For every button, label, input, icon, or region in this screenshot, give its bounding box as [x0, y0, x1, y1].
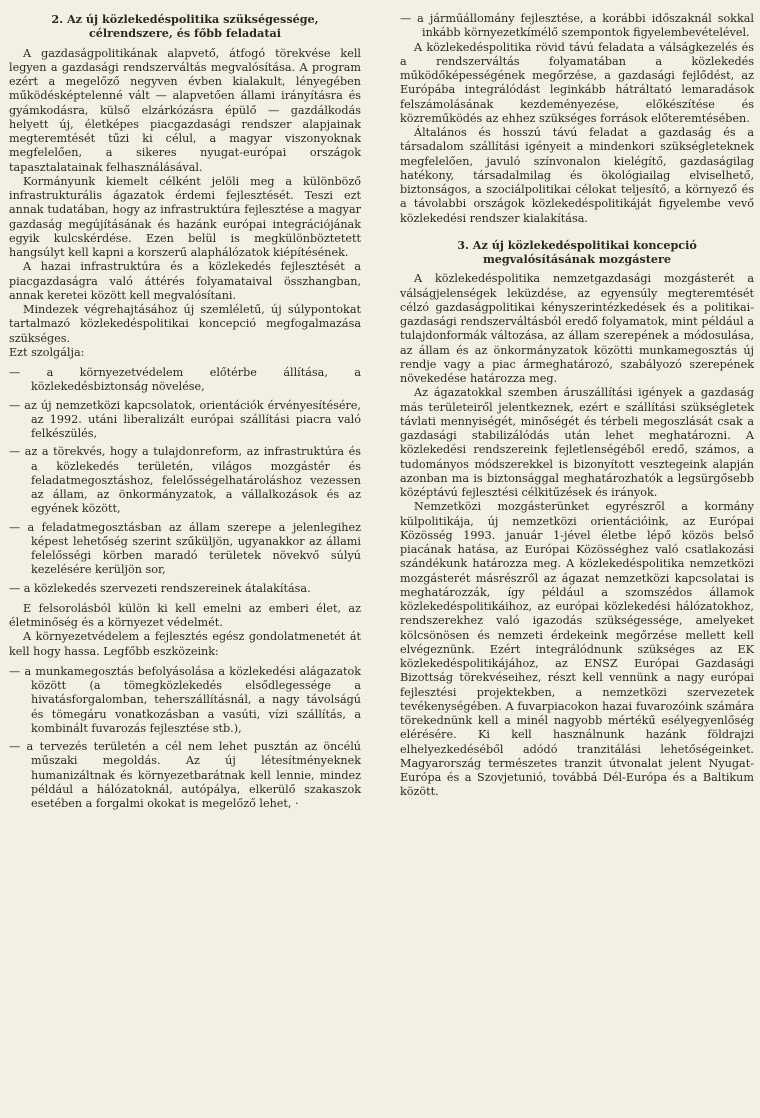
paragraph: A közlekedéspolitika nemzetgazdasági mozgásterét a válságjelenségek leküzdése, az egyensúly megteremtését célzó gazdaságpolitikai kényszerintézkedések és a politikai-gazdasági rendszerváltásból eredő folyamatok, mint például a tulajdonformák változása, az állam szerepének a módosulása, az állam és az önkormányzatok közötti munkamegosztás új rendje vagy a piac ármeghatározó, szabályozó szerepének növekedése határozza meg.	[400, 272, 754, 385]
list-item: — a környezetvédelem előtérbe állítása, a közlekedésbiztonság növelése,	[9, 366, 361, 394]
list-item: — a járműállomány fejlesztése, a korábbi időszaknál sokkal inkább környezetkímélő szempontok figyelembevételével.	[400, 12, 754, 40]
paragraph: E felsorolásból külön ki kell emelni az emberi élet, az életminőség és a környezet védelmét.	[9, 601, 361, 629]
paragraph: Mindezek végrehajtásához új szemléletű, új súlypontokat tartalmazó közlekedéspolitikai koncepció megfogalmazása szükséges.	[9, 303, 361, 345]
paragraph: Nemzetközi mozgásterünket egyrészről a kormány külpolitikája, új nemzetközi orientációink, az Európai Közösség 1993. január 1-jével életbe lépő közös belső piacának hatása, az Európai Közösséghez való csatlakozási szándékunk határozza meg. A közlekedéspolitika nemzetközi mozgásterét másrészről az ágazat nemzetközi kapcsolatai is meghatározzák, így például a szomszédos államok közlekedéspolitikáihoz, az európai közlekedési hálózatokhoz, rendszerekhez való igazodás szükségessége, amelyeket kölcsönösen és nemzeti érdekeink megőrzése mellett kell elvégeznünk. Ezért integrálódnunk szükséges az EK közlekedéspolitikájához, az ENSZ Európai Gazdasági Bizottság törekvéseihez, részt kell vennünk a nagy európai fejlesztési projektekben, a nemzetközi szervezetek tevékenységében. A fuvarpiacokon hazai fuvarozóink számára törekednünk kell a minél nagyobb mértékű esélyegyenlőség elérésére. Ki kell használnunk hazánk földrajzi elhelyezkedéséből adódó tranzitálási lehetőségeinket. Magyarország természetes tranzit útvonalat jelent Nyugat-Európa és a Szovjetunió, továbbá Dél-Európa és a Baltikum között.	[400, 500, 754, 799]
paragraph: Általános és hosszú távú feladat a gazdaság és a társadalom szállítási igényeit a mindenkori szükségleteknek megfelelően, javuló színvonalon kielégítő, gazdaságilag hatékony, társadalmilag és ökológiailag elviselhető, biztonságos, a szociálpolitikai célokat teljesítő, a környező és a távolabbi országok közlekedéspolitikáját figyelembe vevő közlekedési rendszer kialakítása.	[400, 126, 754, 225]
left-column	[9, 12, 361, 811]
list-intro: Ezt szolgálja:	[9, 345, 85, 359]
paragraph: A gazdaságpolitikának alapvető, átfogó törekvése kell legyen a gazdasági rendszerváltás megvalósítása. A program ezért a megelőző negyven évben kialakult, lényegében működésképtelenné vált — alapvetően állami irányításra és gyámkodásra, külső elzárkózásra épülő — gazdálkodás helyett új, életképes piacgazdasági rendszer alapjainak megteremtését tűzi ki célul, a magyar viszonyoknak megfelelően, a sikeres nyugat-európai országok tapasztalatainak felhasználásával.	[9, 46, 361, 174]
list-item: — a feladatmegosztásban az állam szerepe a jelenlegihez képest lehetőség szerint szűküljön, ugyanakkor az állami felelősségi körben maradó területek növekvő súlyú kezelésére kerüljön sor,	[9, 520, 361, 577]
paragraph: A hazai infrastruktúra és a közlekedés fejlesztését a piacgazdaságra való áttérés folyamataival összhangban, annak keretei között kell megvalósítani.	[9, 260, 361, 302]
right-column	[400, 12, 754, 800]
section-heading-3: 3. Az új közlekedéspolitikai koncepció megvalósításának mozgástere	[457, 237, 697, 266]
paragraph: A közlekedéspolitika rövid távú feladata a válságkezelés és a rendszerváltás folyamatában a közlekedés működőképességének megőrzése, a gazdasági fejlődést, az Európába integrálódást leginkább hátráltató lemaradások felszámolásának kezdeményezése, előkészítése és közreműködés az ehhez szükséges források előteremtésében.	[400, 40, 754, 125]
paragraph: Az ágazatokkal szemben áruszállítási igények a gazdaság más területeiről jelentkeznek, ezért e szállítási szükségletek távlati mennyiségét, minőségét és térbeli megoszlását csak a gazdasági stabilizálódás után lehet meghatározni. A közlekedési rendszereink fejletlenségéből eredő, számos, a tudományos módszerekkel is bizonyított vesztegeink alapján azonban ma is biztonsággal meghatározhatók a legsürgősebb középtávú fejlesztési célkitűzések és irányok.	[400, 386, 754, 499]
paragraph: Kormányunk kiemelt célként jelöli meg a különböző infrastrukturális ágazatok érdemi fejlesztését. Teszi ezt annak tudatában, hogy az infrastruktúra fejlesztése a magyar gazdaság megújításának és hazánk európai integrációjának egyik kulcskérdése. Ezen belül is megkülönböztetett hangsúlyt kell kapni a korszerű alaphálózatok kiépítésének.	[9, 174, 361, 259]
list-item: — a közlekedés szervezeti rendszereinek átalakítása.	[9, 581, 311, 595]
paragraph: A környezetvédelem a fejlesztés egész gondolatmenetét át kell hogy hassa. Legfőbb eszközeink:	[9, 630, 361, 658]
list-item: — a tervezés területén a cél nem lehet pusztán az öncélú műszaki megoldás. Az új létesítményeknek humanizáltnak és környezetbarátnak kell lennie, mindez például a hálózatoknál, autópálya, elkerülő szakaszok esetében a forgalmi okokat is megelőző lehet, ·	[9, 740, 361, 810]
list-item: — az új nemzetközi kapcsolatok, orientációk érvényesítésére, az 1992. utáni liberalizált európai szállítási piacra való felkészülés,	[9, 398, 361, 440]
list-item: — az a törekvés, hogy a tulajdonreform, az infrastruktúra és a közlekedés területén, világos mozgástér és feladatmegosztáshoz, felelősségelhatároláshoz vezessen az állam, az önkormányzatok, a vállalkozások és az egyének között,	[9, 445, 361, 516]
section-heading-2: 2. Az új közlekedéspolitika szükségessége, célrendszere, és főbb feladatai	[51, 12, 319, 41]
list-item: — a munkamegosztás befolyásolása a közlekedési alágazatok között (a tömegközlekedés elsődlegessége a hivatásforgalomban, teherszállításnál, a nagy távolságú és tömegáru vonatkozásban a vasúti, vízi szállítás, a kombinált fuvarozás fejlesztése stb.),	[9, 664, 361, 735]
